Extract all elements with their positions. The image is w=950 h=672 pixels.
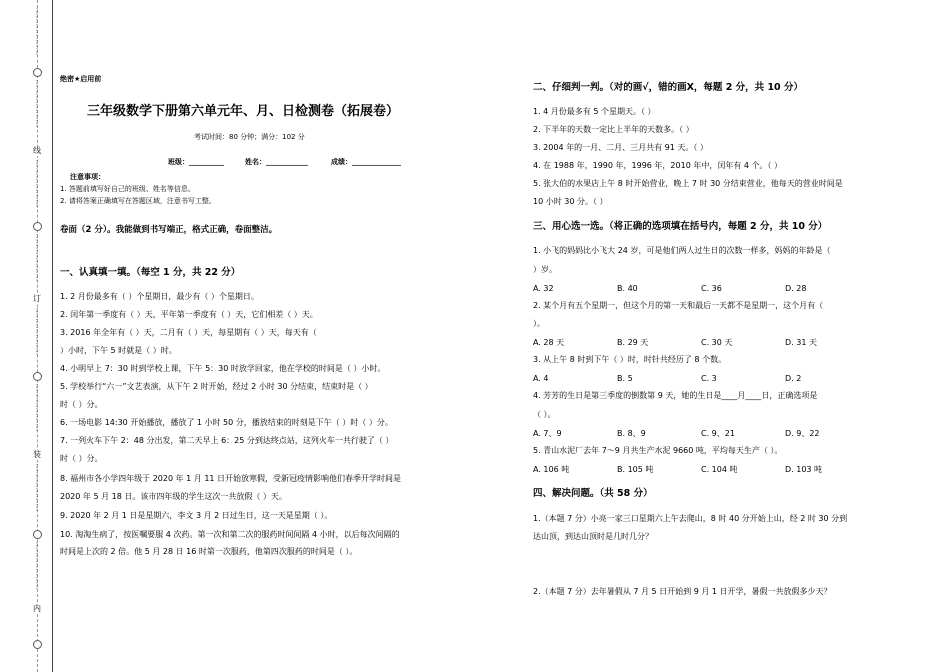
- binding-dots: ⋮ ⋮ ⋮ ⋮ ⋮ ⋮: [33, 79, 41, 128]
- question-line: 1. 小飞的妈妈比小飞大 24 岁，可是他们两人过生日的次数一样多，妈妈的年龄是（: [533, 246, 831, 255]
- option-d[interactable]: D. 31 天: [785, 338, 817, 347]
- binding-dots: ⋮ ⋮ ⋮ ⋮ ⋮ ⋮: [33, 383, 41, 432]
- option-c[interactable]: C. 30 天: [701, 338, 733, 347]
- section4-title: 四、解决问题。（共 58 分）: [533, 488, 653, 499]
- question-line: 5. 张大伯的水果店上午 8 时开始营业，晚上 7 时 30 分结束营业，他每天的营业时间是: [533, 179, 843, 188]
- question-line: 5. 青山水泥厂去年 7～9 月共生产水泥 9660 吨，平均每天生产（ ）。: [533, 446, 783, 455]
- secret-mark: 绝密★启用前: [60, 75, 102, 83]
- question-line: 4. 芳芳的生日是第三季度的倒数第 9 天，她的生日是____月____日，正确选项是: [533, 391, 818, 400]
- question-line: 3. 2004 年的一月、二月、三月共有 91 天。（ ）: [533, 143, 708, 152]
- question-line: （ ）。: [533, 410, 556, 419]
- notice-title: 注意事项：: [70, 173, 105, 181]
- option-d[interactable]: D. 9、22: [785, 429, 820, 438]
- option-b[interactable]: B. 5: [617, 374, 633, 383]
- question-line: 1. 2 月份最多有（ ）个星期日，最少有（ ）个星期日。: [60, 292, 259, 301]
- binding-hole: [33, 372, 42, 381]
- binding-label-xian: 线: [30, 146, 44, 156]
- section1-title: 一、认真填一填。（每空 1 分，共 22 分）: [60, 267, 241, 278]
- question-line: 时（ ）分。: [60, 454, 103, 463]
- question-line: 时间是上次的 2 倍。他 5 月 28 日 16 时第一次服药，他第四次服药的时间是（ ）。: [60, 547, 358, 556]
- question-line: ）岁。: [533, 265, 557, 274]
- binding-label-zhuang: 装: [30, 450, 44, 460]
- option-a[interactable]: A. 32: [533, 284, 554, 293]
- binding-dots: ⋮ ⋮ ⋮ ⋮ ⋮ ⋮: [33, 7, 41, 56]
- option-b[interactable]: B. 8、9: [617, 429, 646, 438]
- question-line: 1. 4 月份最多有 5 个星期天。（ ）: [533, 107, 656, 116]
- notice-item: 1. 答题前填写好自己的班级、姓名等信息。: [60, 185, 195, 193]
- exam-info: 考试时间：80 分钟；满分：102 分: [194, 133, 305, 141]
- question-line: ）。: [533, 319, 545, 328]
- section2-title: 二、仔细判一判。（对的画√，错的画X，每题 2 分，共 10 分）: [533, 82, 803, 93]
- question-line: 2. 闰年第一季度有（ ）天，平年第一季度有（ ）天，它们相差（ ）天。: [60, 310, 318, 319]
- option-c[interactable]: C. 104 吨: [701, 465, 738, 474]
- option-c[interactable]: C. 36: [701, 284, 722, 293]
- option-b[interactable]: B. 40: [617, 284, 638, 293]
- option-a[interactable]: A. 7、9: [533, 429, 562, 438]
- question-line: 9. 2020 年 2 月 1 日是星期六，李文 3 月 2 日过生日，这一天是星期（ ）。: [60, 511, 333, 520]
- option-b[interactable]: B. 29 天: [617, 338, 649, 347]
- question-line: 4. 小明早上 7：30 时到学校上课，下午 5：30 时放学回家，他在学校的时间是（ ）小时。: [60, 364, 386, 373]
- option-d[interactable]: D. 103 吨: [785, 465, 823, 474]
- score-field[interactable]: 成绩：______________: [331, 158, 401, 166]
- binding-hole: [33, 640, 42, 649]
- question-line: 2.（本题 7 分）去年暑假从 7 月 5 日开始到 9 月 1 日开学，暑假一共放假多少天？: [533, 587, 832, 596]
- binding-dots: ⋮ ⋮ ⋮ ⋮ ⋮ ⋮: [33, 159, 41, 208]
- section3-title: 三、用心选一选。（将正确的选项填在括号内，每题 2 分，共 10 分）: [533, 221, 828, 232]
- question-line: 3. 从上午 8 时到下午（ ）时，时针共经历了 8 个数。: [533, 355, 727, 364]
- question-line: 2020 年 5 月 18 日。该市四年级的学生这次一共放假（ ）天。: [60, 492, 287, 501]
- question-line: 5. 学校举行“六一”文艺表演，从下午 2 时开始，经过 2 小时 30 分结束，结束时是（ ）: [60, 382, 373, 391]
- notice-item: 2. 请将答案正确填写在答题区域，注意书写工整。: [60, 197, 216, 205]
- question-line: 6. 一场电影 14:30 开始播放，播放了 1 小时 50 分，播放结束的时刻是下午（ ）时（ ）分。: [60, 418, 393, 427]
- binding-dots: ⋮ ⋮ ⋮ ⋮ ⋮ ⋮: [33, 233, 41, 282]
- binding-dots: ⋮ ⋮ ⋮ ⋮ ⋮ ⋮: [33, 463, 41, 512]
- binding-hole: [33, 222, 42, 231]
- binding-label-nei: 内: [30, 604, 44, 614]
- question-line: 2. 下半年的天数一定比上半年的天数多。（ ）: [533, 125, 694, 134]
- option-a[interactable]: A. 4: [533, 374, 549, 383]
- option-a[interactable]: A. 106 吨: [533, 465, 570, 474]
- neatness-note: 卷面（2 分）。我能做到书写端正，格式正确，卷面整洁。: [60, 225, 278, 235]
- question-line: 达山顶，到达山顶时是几时几分？: [533, 532, 653, 541]
- question-line: 1.（本题 7 分）小亮一家三口星期六上午去爬山，8 时 40 分开始上山，经 2 时 30 分到: [533, 514, 848, 523]
- option-b[interactable]: B. 105 吨: [617, 465, 654, 474]
- question-line: 4. 在 1988 年，1990 年，1996 年，2010 年中，闰年有 4 个。（ ）: [533, 161, 783, 170]
- question-line: 7. 一列火车下午 2：48 分出发，第二天早上 6：25 分到达终点站，这列火车一共行驶了（ ）: [60, 436, 394, 445]
- class-field[interactable]: 班级：__________: [168, 158, 224, 166]
- binding-solid-line: [52, 0, 53, 672]
- question-line: ）小时，下午 5 时就是（ ）时。: [60, 346, 177, 355]
- question-line: 8. 福州市各小学四年级于 2020 年 1 月 11 日开始放寒假，受新冠疫情影响他们春季开学时间是: [60, 474, 402, 483]
- binding-dots: ⋮ ⋮ ⋮ ⋮ ⋮ ⋮: [33, 541, 41, 590]
- binding-dots: ⋮ ⋮ ⋮ ⋮ ⋮ ⋮: [33, 307, 41, 356]
- name-field[interactable]: 姓名：____________: [245, 158, 308, 166]
- question-line: 时（ ）分。: [60, 400, 103, 409]
- binding-hole: [33, 530, 42, 539]
- binding-hole: [33, 68, 42, 77]
- option-d[interactable]: D. 28: [785, 284, 807, 293]
- option-a[interactable]: A. 28 天: [533, 338, 565, 347]
- question-line: 10 小时 30 分。（ ）: [533, 197, 608, 206]
- binding-margin: [0, 0, 52, 672]
- binding-label-ding: 订: [30, 294, 44, 304]
- question-line: 3. 2016 年全年有（ ）天，二月有（ ）天，每星期有（ ）天，每天有（: [60, 328, 317, 337]
- question-line: 10. 淘淘生病了，按医嘱要服 4 次药。第一次和第二次的服药时间间隔 4 小时，以后每次间隔的: [60, 530, 400, 539]
- question-line: 2. 某个月有五个星期一，但这个月的第一天和最后一天都不是星期一，这个月有（: [533, 301, 824, 310]
- option-c[interactable]: C. 9、21: [701, 429, 735, 438]
- option-c[interactable]: C. 3: [701, 374, 717, 383]
- page-title: 三年级数学下册第六单元年、月、日检测卷（拓展卷）: [87, 104, 400, 119]
- option-d[interactable]: D. 2: [785, 374, 802, 383]
